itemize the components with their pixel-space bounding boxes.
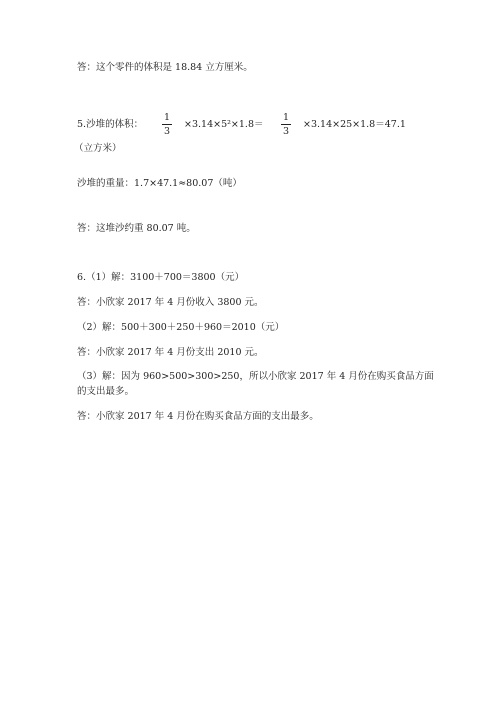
part-volume-answer: 答：这个零件的体积是 18.84 立方厘米。 xyxy=(77,62,253,73)
fraction-one-third-1 xyxy=(160,112,174,137)
q5-answer: 答：这堆沙约重 80.07 吨。 xyxy=(77,223,196,234)
q5-unit: （立方米） xyxy=(74,143,122,154)
fraction-denominator: 3 xyxy=(163,126,171,137)
q5-expression-tail: ×3.14×25×1.8＝47.1 xyxy=(303,119,406,130)
q6-part2-answer: 答：小欣家 2017 年 4 月份支出 2010 元。 xyxy=(77,347,264,358)
fraction-one-third-2 xyxy=(279,112,293,137)
fraction-bar xyxy=(281,124,291,125)
q6-part1-answer: 答：小欣家 2017 年 4 月份收入 3800 元。 xyxy=(77,297,264,308)
q6-part3-answer: 答：小欣家 2017 年 4 月份在购买食品方面的支出最多。 xyxy=(77,411,319,422)
q6-part2-solution: （2）解：500＋300＋250＋960＝2010（元） xyxy=(77,322,285,333)
q6-part3-solution-line2: 的支出最多。 xyxy=(77,386,135,397)
fraction-bar xyxy=(162,124,172,125)
q5-weight: 沙堆的重量：1.7×47.1≈80.07（吨） xyxy=(77,178,242,189)
fraction-numerator: 1 xyxy=(282,112,290,123)
q6-part1-solution: 6.（1）解：3100＋700＝3800（元） xyxy=(77,272,245,283)
q5-label: 5.沙堆的体积： xyxy=(77,119,144,130)
fraction-numerator: 1 xyxy=(163,112,171,123)
q5-expression-middle: ×3.14×5²×1.8＝ xyxy=(184,119,264,130)
q6-part3-solution-line1: （3）解：因为 960>500>300>250，所以小欣家 2017 年 4 月份在购买食品方面 xyxy=(77,371,434,382)
fraction-denominator: 3 xyxy=(282,126,290,137)
